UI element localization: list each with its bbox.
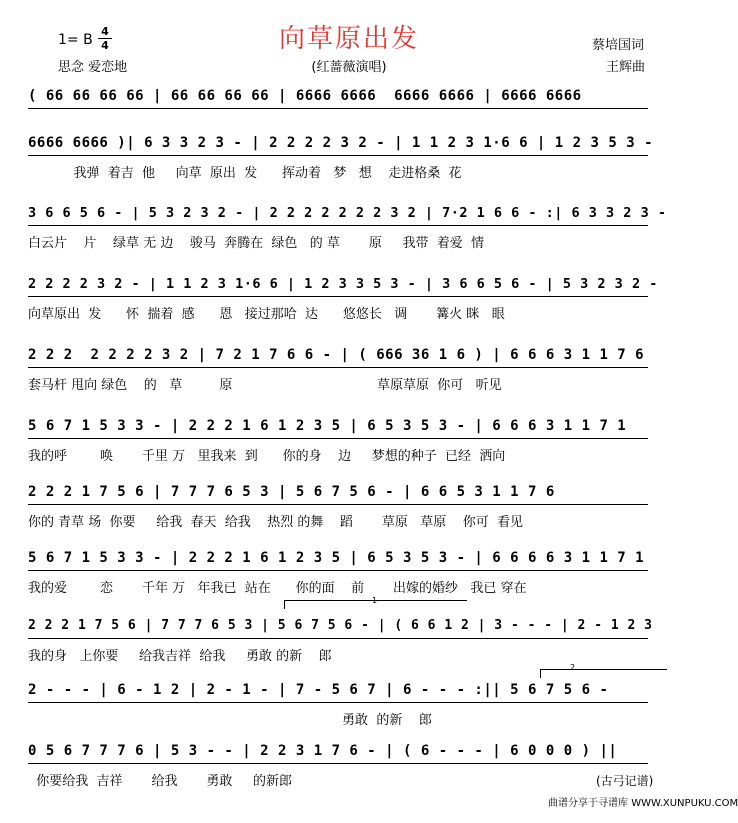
beam-line <box>28 367 648 368</box>
notation-line: 5 6 7 1 5 3 3 - | 2 2 2 1 6 1 2 3 5 | 6 5 3 5 3 - | 6 6 6 3 1 1 7 1 <box>28 418 627 434</box>
singer-subtitle: (红蔷薇演唱) <box>311 60 387 75</box>
notation-line: 3 6 6 5 6 - | 5 3 2 3 2 - | 2 2 2 2 2 2 2 3 2 | 7·2 1 6 6 - :| 6 3 3 2 3 - <box>28 205 667 221</box>
notation-line: 0 5 6 7 7 7 6 | 5 3 - - | 2 2 3 1 7 6 - | ( 6 - - - | 6 0 0 0 ) || <box>28 743 618 759</box>
notation-line: 2 2 2 2 3 2 - | 1 1 2 3 1·6 6 | 1 2 3 3 5 3 - | 3 6 6 5 6 - | 5 3 2 3 2 - <box>28 276 658 292</box>
time-signature <box>98 26 112 51</box>
beam-line <box>28 438 648 439</box>
beam-line <box>28 763 648 764</box>
notation-line: ( 66 66 66 66 | 66 66 66 66 | 6666 6666 6666 6666 | 6666 6666 <box>28 88 582 104</box>
time-top: 4 <box>101 25 109 38</box>
watermark-url: WWW.XUNPUKU.COM <box>631 798 738 809</box>
lyric-line: 套马杆 甩向 绿色 的 草 原 草原草原 你可 听见 <box>28 378 502 393</box>
beam-line <box>28 504 648 505</box>
notation-line: 2 - - - | 6 - 1 2 | 2 - 1 - | 7 - 5 6 7 | 6 - - - :|| 5 6 7 5 6 - <box>28 682 609 698</box>
lyricist: 蔡培国词 <box>592 38 645 53</box>
lyric-line: 向草原出 发 怀 揣着 感 恩 接过那哈 达 悠悠长 调 篝火 眯 眼 <box>28 307 505 322</box>
volta-2-label: 2 <box>570 663 576 672</box>
lyric-line: 我的爱 恋 千年 万 年我已 站在 你的面 前 出嫁的婚纱 我已 穿在 <box>28 581 527 596</box>
transcriber-credit: (古弓记谱) <box>596 774 654 788</box>
beam-line <box>28 108 648 109</box>
notation-line: 2 2 2 1 7 5 6 | 7 7 7 6 5 3 | 5 6 7 5 6 - | ( 6 6 1 2 | 3 - - - | 2 - 1 2 3 <box>28 618 653 633</box>
key-signature: 1= B <box>58 32 93 48</box>
watermark <box>548 794 738 809</box>
composer: 王辉曲 <box>606 60 646 75</box>
time-bottom: 4 <box>101 39 109 52</box>
notation-line: 2 2 2 2 2 2 2 3 2 | 7 2 1 7 6 6 - | ( 666 36 1 6 ) | 6 6 6 3 1 1 7 6 <box>28 347 645 363</box>
lyric-line: 白云片 片 绿草 无 边 骏马 奔腾在 绿色 的 草 原 我带 着爱 情 <box>28 236 485 251</box>
volta-2-bracket <box>540 669 667 678</box>
beam-line <box>28 296 648 297</box>
lyric-line: 我的呼 唤 千里 万 里我来 到 你的身 边 梦想的种子 已经 洒向 <box>28 449 506 464</box>
lyric-line: 我弹 着吉 他 向草 原出 发 挥动着 梦 想 走进格桑 花 <box>28 166 462 181</box>
beam-line <box>28 702 648 703</box>
notation-line: 6666 6666 )| 6 3 3 2 3 - | 2 2 2 2 3 2 - | 1 1 2 3 1·6 6 | 1 2 3 5 3 - <box>28 135 654 151</box>
mood-marking: 思念 爱恋地 <box>58 60 128 75</box>
notation-line: 5 6 7 1 5 3 3 - | 2 2 2 1 6 1 2 3 5 | 6 5 3 5 3 - | 6 6 6 6 3 1 1 7 1 <box>28 550 645 566</box>
beam-line <box>28 638 648 639</box>
notation-line: 2 2 2 1 7 5 6 | 7 7 7 6 5 3 | 5 6 7 5 6 - | 6 6 5 3 1 1 7 6 <box>28 484 555 500</box>
lyric-line: 勇敢 的新 郎 <box>28 713 432 728</box>
beam-line <box>28 225 648 226</box>
lyric-line: 你要给我 吉祥 给我 勇敢 的新郎 <box>28 774 293 789</box>
watermark-text: 曲谱分享于寻谱库 <box>548 798 628 809</box>
lyric-line: 我的身 上你要 给我吉祥 给我 勇敢 的新 郎 <box>28 649 332 664</box>
beam-line <box>28 570 648 571</box>
lyric-line: 你的 青草 场 你要 给我 春天 给我 热烈 的舞 蹈 草原 草原 你可 看见 <box>28 515 524 530</box>
song-title: 向草原出发 <box>278 24 419 54</box>
beam-line <box>28 155 648 156</box>
volta-1-label: 1 <box>372 596 378 605</box>
